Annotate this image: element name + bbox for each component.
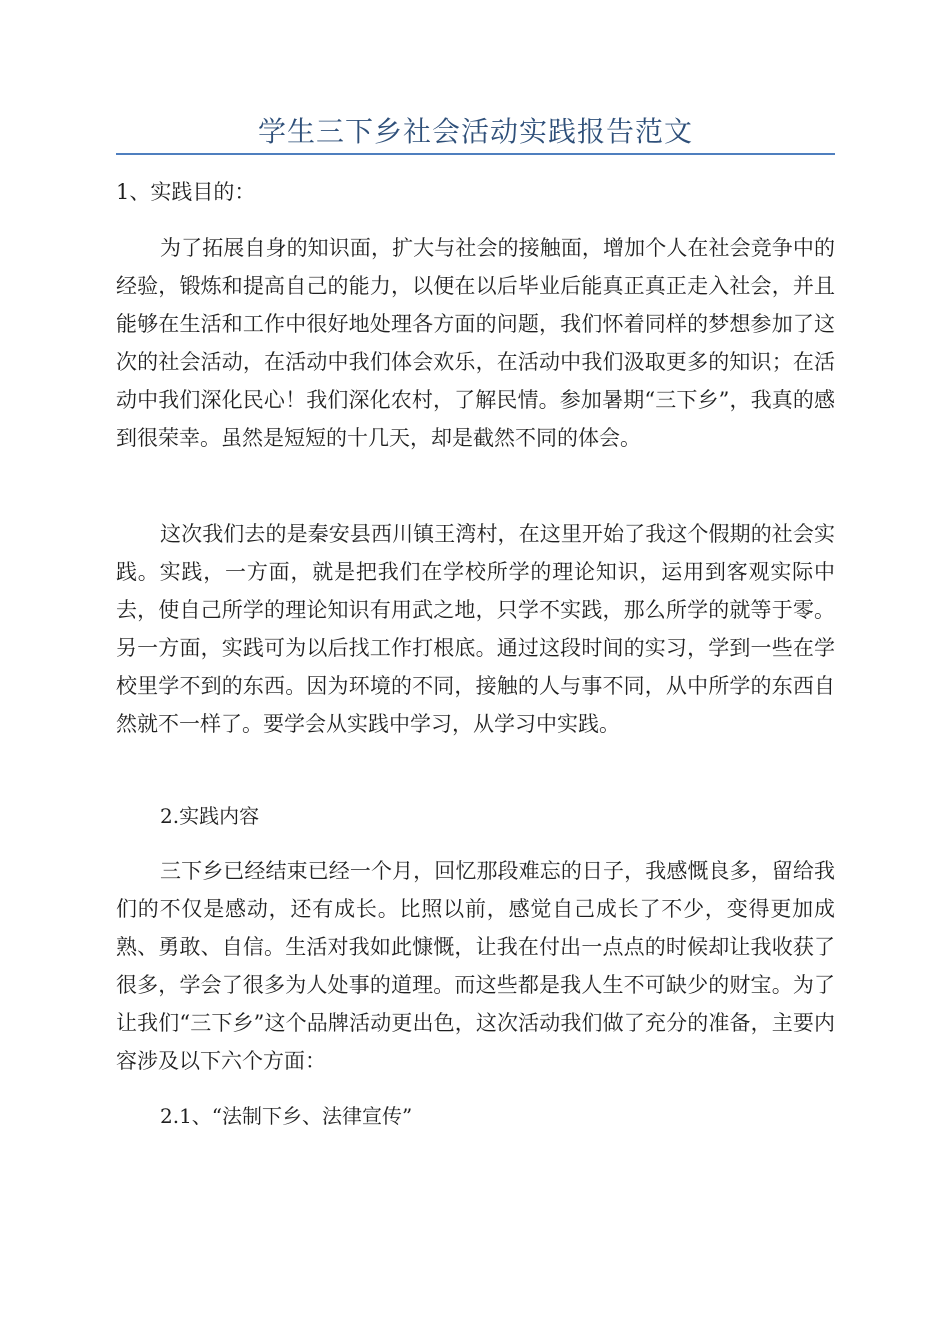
subsection-heading-legal: 2.1、“法制下乡、法律宣传”	[160, 1104, 413, 1128]
section-heading-purpose: 1、实践目的：	[116, 180, 256, 204]
paragraph-content: 三下乡已经结束已经一个月，回忆那段难忘的日子，我感慨良多，留给我们的不仅是感动，还有成长。比照以前，感觉自己成长了不少，变得更加成熟、勇敢、自信。生活对我如此慷慨，让我在付出一点点的时候却让我收获了很多，学会了很多为人处事的道理。而这些都是我人生不可缺少的财宝。为了让我们“三下乡”这个品牌活动更出色，这次活动我们做了充分的准备，主要内容涉及以下六个方面：	[116, 859, 835, 1073]
paragraph-purpose: 为了拓展自身的知识面，扩大与社会的接触面，增加个人在社会竞争中的经验，锻炼和提高自己的能力，以便在以后毕业后能真正真正走入社会，并且能够在生活和工作中很好地处理各方面的问题，我们怀着同样的梦想参加了这次的社会活动，在活动中我们体会欢乐，在活动中我们汲取更多的知识；在活动中我们深化民心！我们深化农村，了解民情。参加暑期“三下乡”，我真的感到很荣幸。虽然是短短的十几天，却是截然不同的体会。	[116, 236, 835, 450]
paragraph-location: 这次我们去的是秦安县西川镇王湾村，在这里开始了我这个假期的社会实践。实践，一方面，就是把我们在学校所学的理论知识，运用到客观实际中去，使自己所学的理论知识有用武之地，只学不实践，那么所学的就等于零。另一方面，实践可为以后找工作打根底。通过这段时间的实习，学到一些在学校里学不到的东西。因为环境的不同，接触的人与事不同，从中所学的东西自然就不一样了。要学会从实践中学习，从学习中实践。	[116, 522, 835, 736]
title-underline	[116, 153, 835, 155]
document-title: 学生三下乡社会活动实践报告范文	[257, 115, 693, 148]
section-heading-content: 2.实践内容	[160, 804, 260, 828]
